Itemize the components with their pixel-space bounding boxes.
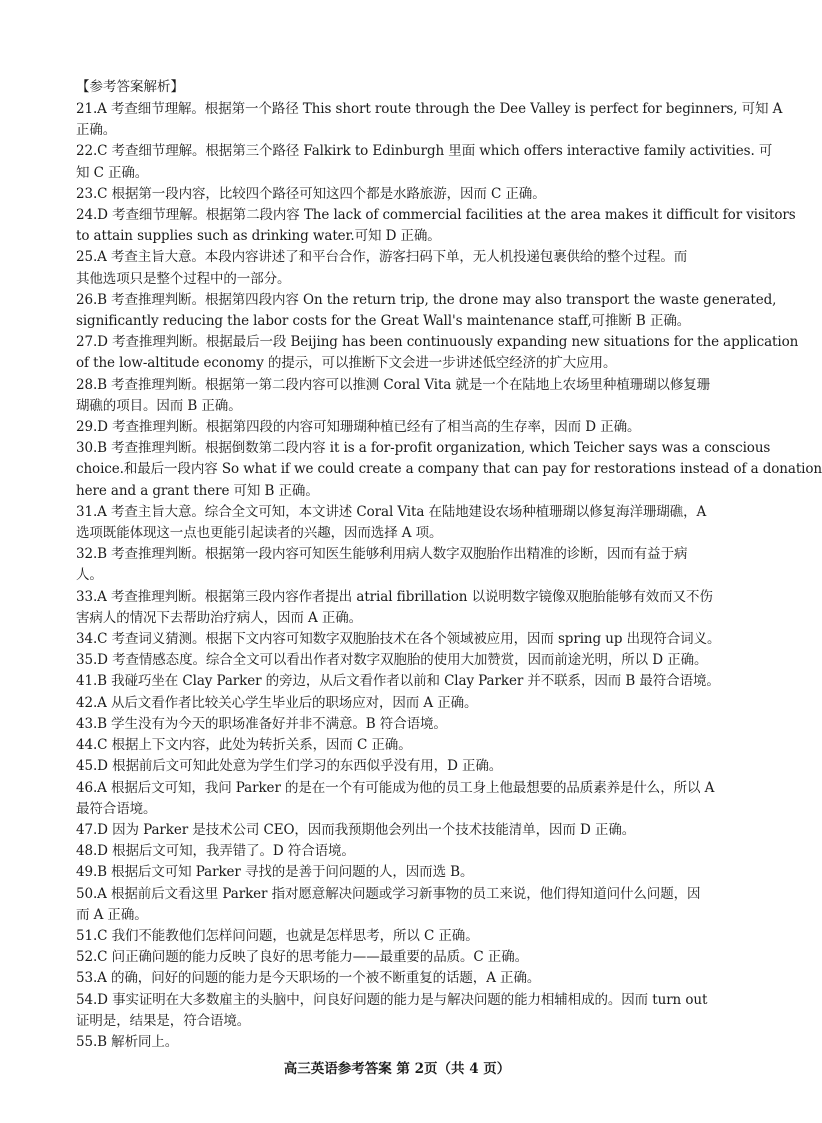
answer-explanations (76, 99, 822, 1053)
answer-line: 54.D 事实证明在大多数雇主的头脑中，问良好问题的能力是与解决问题的能力相辅相成的。因而 turn out (76, 991, 708, 1008)
answer-line: 30.B 考查推理判断。根据倒数第二段内容 it is a for-profit organization, which Teicher says was a conscious (76, 440, 771, 457)
answer-line: here and a grant there 可知 B 正确。 (76, 482, 319, 499)
answer-line: 47.D 因为 Parker 是技术公司 CEO，因而我预期他会列出一个技术技能清单，因而 D 正确。 (76, 821, 636, 838)
answer-line: 52.C 问正确问题的能力反映了良好的思考能力——最重要的品质。C 正确。 (76, 949, 529, 966)
answer-line: 证明是，结果是，符合语境。 (76, 1012, 251, 1029)
answer-line: 知 C 正确。 (76, 164, 149, 181)
answer-line: 35.D 考查情感态度。综合全文可以看出作者对数字双胞胎的使用大加赞赏，因而前途光明，所以 D 正确。 (76, 652, 708, 669)
answer-line: 25.A 考查主旨大意。本段内容讲述了和平台合作，游客扫码下单，无人机投递包裹供给的整个过程。而 (76, 249, 688, 266)
answer-line: 32.B 考查推理判断。根据第一段内容可知医生能够利用病人数字双胞胎作出精准的诊断，因而有益于病 (76, 546, 688, 563)
answer-line: 41.B 我碰巧坐在 Clay Parker 的旁边，从后文看作者以前和 Clay Parker 并不联系，因而 B 最符合语境。 (76, 673, 720, 690)
answer-line: 55.B 解析同上。 (76, 1033, 179, 1050)
answer-line: 21.A 考查细节理解。根据第一个路径 This short route through the Dee Valley is perfect for beginners, 可知 A (76, 101, 783, 117)
answer-line: 33.A 考查推理判断。根据第三段内容作者提出 atrial fibrillation 以说明数字镜像双胞胎能够有效而又不伤 (76, 588, 713, 605)
answer-line: 50.A 根据前后文看这里 Parker 指对愿意解决问题或学习新事物的员工来说，他们得知道问什么问题，因 (76, 885, 701, 902)
answer-line: 53.A 的确，问好的问题的能力是今天职场的一个被不断重复的话题，A 正确。 (76, 970, 541, 987)
answer-line: choice.和最后一段内容 So what if we could create a company that can pay for restorations instead of a donation (76, 461, 822, 478)
answer-line: 26.B 考查推理判断。根据第四段内容 On the return trip, the drone may also transport the waste generated, (76, 291, 777, 308)
answer-line: 43.B 学生没有为今天的职场准备好并非不满意。B 符合语境。 (76, 715, 447, 732)
answer-line: 49.B 根据后文可知 Parker 寻找的是善于问问题的人，因而选 B。 (76, 864, 474, 881)
answer-line: 其他选项只是整个过程中的一部分。 (76, 270, 291, 287)
answer-line: 最符合语境。 (76, 800, 157, 817)
answer-line: 29.D 考查推理判断。根据第四段的内容可知珊瑚种植已经有了相当高的生存率，因而 D 正确。 (76, 419, 641, 436)
answer-line: 44.C 根据上下文内容，此处为转折关系，因而 C 正确。 (76, 737, 412, 754)
answer-line: 51.C 我们不能教他们怎样问问题，也就是怎样思考，所以 C 正确。 (76, 927, 479, 944)
answer-line: 而 A 正确。 (76, 906, 148, 923)
answer-line: significantly reducing the labor costs for the Great Wall's maintenance staff,可推断 B 正确。 (76, 313, 691, 330)
answer-line: 人。 (76, 567, 103, 584)
answer-line: 46.A 根据后文可知，我问 Parker 的是在一个有可能成为他的员工身上他最想要的品质素养是什么，所以 A (76, 779, 715, 796)
answer-line: 瑚礁的项目。因而 B 正确。 (76, 397, 242, 414)
answer-line: 31.A 考查主旨大意。综合全文可知，本文讲述 Coral Vita 在陆地建设农场种植珊瑚以修复海洋珊瑚礁，A (76, 503, 707, 520)
section-heading: 【参考答案解析】 (76, 79, 184, 95)
answer-line: to attain supplies such as drinking water.可知 D 正确。 (76, 228, 441, 245)
answer-line: 正确。 (76, 122, 117, 139)
answer-line: 48.D 根据后文可知，我弄错了。D 符合语境。 (76, 843, 355, 860)
answer-line: 42.A 从后文看作者比较关心学生毕业后的职场应对，因而 A 正确。 (76, 694, 478, 711)
answer-line: 28.B 考查推理判断。根据第一第二段内容可以推测 Coral Vita 就是一个在陆地上农场里种植珊瑚以修复珊 (76, 376, 711, 393)
answer-line: 45.D 根据前后文可知此处意为学生们学习的东西似乎没有用，D 正确。 (76, 758, 503, 775)
answer-line: 24.D 考查细节理解。根据第二段内容 The lack of commercial facilities at the area makes it difficult for visitors (76, 207, 796, 224)
answer-line: 23.C 根据第一段内容，比较四个路径可知这四个都是水路旅游，因而 C 正确。 (76, 185, 546, 202)
page-footer: 高三英语参考答案 第 2页（共 4 页） (283, 1061, 511, 1077)
answer-line: 选项既能体现这一点也更能引起读者的兴趣，因而选择 A 项。 (76, 525, 443, 542)
answer-line: 34.C 考查词义猜测。根据下文内容可知数字双胞胎技术在各个领域被应用，因而 spring up 出现符合词义。 (76, 631, 721, 648)
answer-line: of the low-altitude economy 的提示，可以推断下文会进一步讲述低空经济的扩大应用。 (76, 355, 617, 372)
answer-line: 27.D 考查推理判断。根据最后一段 Beijing has been continuously expanding new situations for the application (76, 334, 799, 351)
answer-line: 害病人的情况下去帮助治疗病人，因而 A 正确。 (76, 609, 363, 626)
answer-line: 22.C 考查细节理解。根据第三个路径 Falkirk to Edinburgh 里面 which offers interactive family activities. 可 (76, 143, 773, 160)
